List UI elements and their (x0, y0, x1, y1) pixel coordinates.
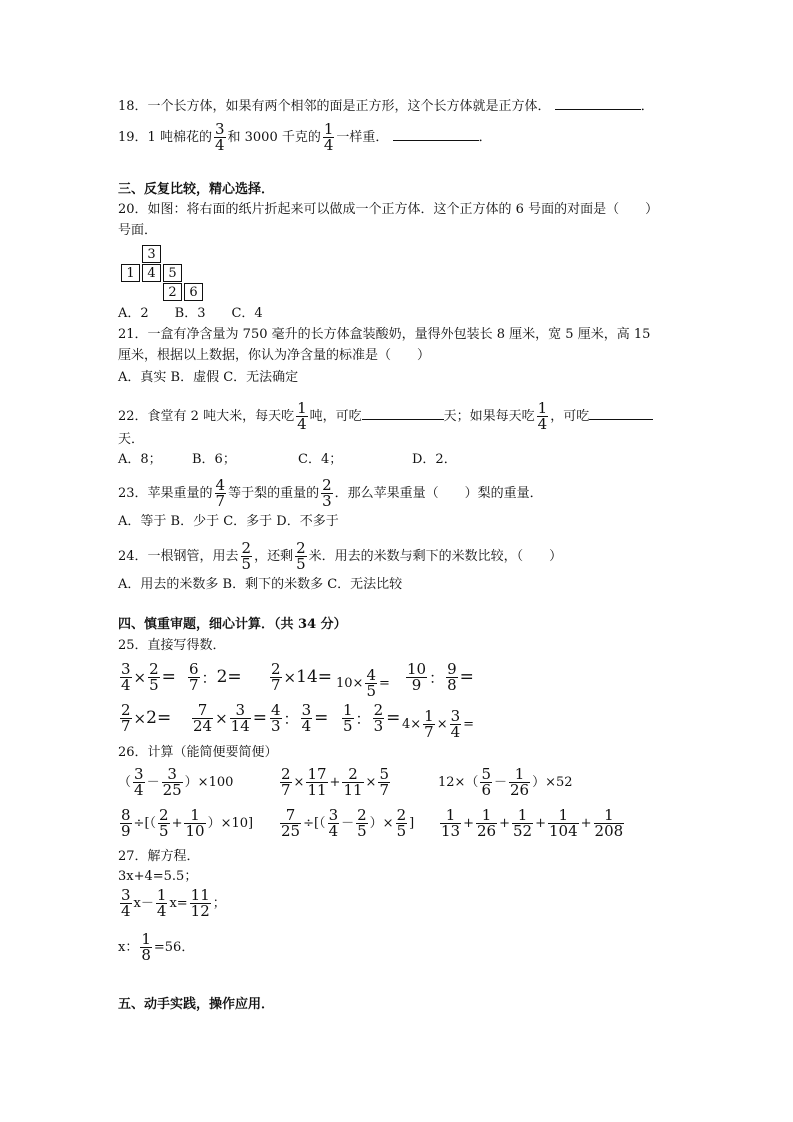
q20-line1: 20．如图：将右面的纸片折起来可以做成一个正方体．这个正方体的 6 号面的对面是（ ） (118, 202, 659, 217)
expression: （ $\frac{3}{4}$ － $\frac{3}{25}$ ）×100 (118, 765, 234, 799)
q18-text: 18．一个长方体，如果有两个相邻的面是正方形，这个长方体就是正方体． (118, 99, 551, 114)
expression: 10× $\frac{4}{5}$ = (336, 666, 390, 700)
answer-blank[interactable] (393, 128, 479, 141)
q22-line2: 天． (118, 432, 145, 447)
expression: $\frac{10}{9}$ ： $\frac{9}{8}$ = (407, 660, 474, 694)
expression: $\frac{7}{25}$ ÷[（ $\frac{3}{4}$ － $\frac{2}{5}$ ）× $\frac{2}{5}$ ] (281, 806, 415, 840)
fraction: $\frac{1}{4}$ (537, 399, 548, 433)
q21-options: A．真实 B．虚假 C．无法确定 (118, 370, 299, 385)
fraction: $\frac{2}{5}$ (241, 539, 252, 573)
q24-options: A．用去的米数多 B．剩下的米数多 C．无法比较 (118, 577, 403, 592)
fraction: $\frac{3}{4}$ (214, 120, 225, 154)
fraction: $\frac{1}{4}$ (297, 399, 307, 433)
net-cell: 6 (184, 283, 203, 301)
expression: $\frac{4}{3}$ ： $\frac{3}{4}$ = (271, 701, 329, 735)
q20-options: A．2 B．3 C．4 (118, 306, 263, 321)
q22-options: A．8； B．6； C．4； D．2． (118, 452, 457, 467)
expression: $\frac{2}{7}$ ×2= (121, 701, 172, 735)
q19-mid: 和 3000 千克的 (227, 130, 321, 145)
net-cell: 1 (121, 264, 140, 282)
expression: $\frac{1}{13}$ + $\frac{1}{26}$ + $\frac{1}{52}$ + $\frac{1}{104}$ + $\frac{1}{208}$ (441, 806, 624, 840)
expression: $\frac{1}{5}$ ： $\frac{2}{3}$ = (343, 701, 401, 735)
equation-1: 3x+4=5.5； (118, 869, 198, 884)
question-24: 24．一根钢管，用去 $\frac{2}{5}$ ，还剩 $\frac{2}{5}$ 米．用去的米数与剩下的米数比较，（ ） (118, 539, 563, 573)
question-22: 22．食堂有 2 吨大米，每天吃 $\frac{1}{4}$ 吨，可吃 天；如果每天吃 $\frac{1}{4}$ ，可吃 (118, 401, 653, 432)
expression: 4× $\frac{1}{7}$ × $\frac{3}{4}$ = (402, 707, 475, 741)
expression: $\frac{6}{7}$ ：2= (189, 660, 242, 694)
q27-title: 27．解方程． (118, 849, 200, 864)
expression: $\frac{8}{9}$ ÷[（ $\frac{2}{5}$ + $\frac{1}{10}$ ）×10] (121, 806, 254, 840)
q20-line2: 号面． (118, 223, 158, 238)
answer-blank[interactable] (362, 407, 444, 420)
expression: $\frac{7}{24}$ × $\frac{3}{14}$ = (193, 701, 268, 735)
net-cell: 5 (163, 264, 182, 282)
q23-options: A．等于 B．少于 C．多于 D．不多于 (118, 514, 339, 529)
q21-line2: 厘米，根据以上数据，你认为净含量的标准是（ ） (118, 348, 431, 363)
fraction: $\frac{2}{3}$ (322, 476, 332, 510)
answer-blank[interactable] (555, 97, 641, 110)
net-cell: 4 (142, 264, 161, 282)
section-4-title: 四、慎重审题，细心计算．（共 34 分） (118, 617, 347, 632)
expression: 12×（ $\frac{5}{6}$ － $\frac{1}{26}$ ）×52 (438, 765, 573, 799)
expression: $\frac{2}{7}$ ×14= (271, 660, 333, 694)
q21-line1: 21．一盒有净含量为 750 毫升的长方体盒装酸奶，量得外包装长 8 厘米，宽 5 厘米，高 15 (118, 327, 651, 342)
q26-title: 26．计算（能简便要简便） (118, 745, 278, 760)
expression: $\frac{2}{7}$ × $\frac{17}{11}$ + $\frac{2}{11}$ × $\frac{5}{7}$ (281, 765, 389, 799)
section-5-title: 五、动手实践，操作应用． (118, 997, 275, 1012)
question-23: 23．苹果重量的 $\frac{4}{7}$ 等于梨的重量的 $\frac{2}{3}$ ．那么苹果重量（ ）梨的重量． (118, 476, 543, 510)
q19-post: 一样重． (336, 130, 389, 145)
fraction: $\frac{1}{4}$ (323, 120, 334, 154)
net-cell: 3 (142, 245, 161, 263)
expression: $\frac{3}{4}$ × $\frac{2}{5}$ = (121, 660, 176, 694)
fraction: $\frac{4}{7}$ (215, 476, 226, 510)
answer-blank[interactable] (589, 407, 653, 420)
section-3-title: 三、反复比较，精心选择． (118, 182, 275, 197)
net-cell: 2 (163, 283, 182, 301)
question-18: 18．一个长方体，如果有两个相邻的面是正方形，这个长方体就是正方体． ． (118, 99, 654, 114)
question-19: 19．1 吨棉花的 $\frac{3}{4}$ 和 3000 千克的 $\frac{1}{4}$ 一样重． ． (118, 120, 492, 154)
q19-pre: 19．1 吨棉花的 (118, 130, 212, 145)
q25-title: 25．直接写得数． (118, 638, 226, 653)
fraction: $\frac{2}{5}$ (296, 539, 306, 573)
